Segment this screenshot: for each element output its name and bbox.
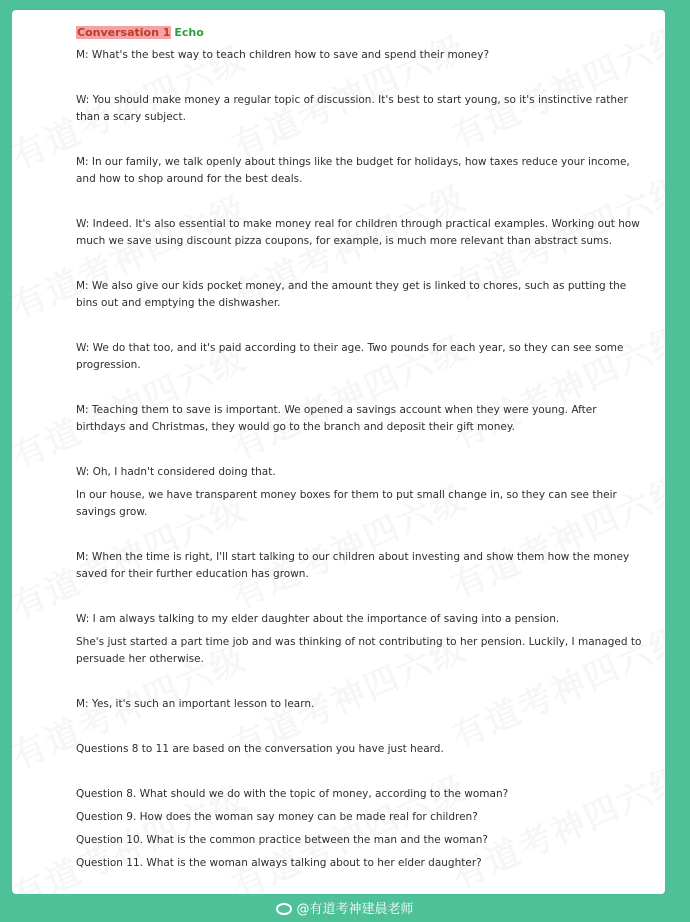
question-item: Question 8. What should we do with the topic of money, according to the woman? (76, 788, 509, 800)
conversation-label: Conversation 1 (77, 26, 171, 39)
footer-credit-text: @有道考神建晨老师 (296, 902, 414, 917)
transcript-line: W: Indeed. It's also essential to make money real for children through practical examples. Working out how much we save using discount pizza coupons, for example, is much more relevant than abstract sums. (76, 218, 640, 247)
transcript (76, 24, 646, 872)
question-item: Question 11. What is the woman always talking about to her elder daughter? (76, 857, 482, 869)
transcript-line: M: We also give our kids pocket money, and the amount they get is linked to chores, such as putting the bins out and emptying the dishwasher. (76, 280, 627, 309)
transcript-line: M: When the time is right, I'll start talking to our children about investing and show them how the money saved for their further education has grown. (76, 551, 630, 580)
footer-credit (0, 898, 690, 917)
document-page (12, 10, 665, 894)
transcript-line: In our house, we have transparent money boxes for them to put small change in, so they can see their savings grow. (76, 489, 617, 518)
transcript-line: M: Teaching them to save is important. We opened a savings account when they were young. After birthdays and Christmas, they would go to the branch and deposit their gift money. (76, 404, 597, 433)
transcript-line: M: What's the best way to teach children how to save and spend their money? (76, 49, 490, 61)
transcript-line: She's just started a part time job and was thinking of not contributing to her pension. Luckily, I managed to persuade her otherwise. (76, 636, 642, 665)
question-item: Question 10. What is the common practice between the man and the woman? (76, 834, 488, 846)
transcript-line: M: In our family, we talk openly about things like the budget for holidays, how taxes reduce your income, and how to shop around for the best deals. (76, 156, 630, 185)
transcript-line: W: You should make money a regular topic of discussion. It's best to start young, so it's instinctive rather than a scary subject. (76, 94, 628, 123)
transcript-line: W: We do that too, and it's paid according to their age. Two pounds for each year, so they can see some progression. (76, 342, 624, 371)
questions-intro: Questions 8 to 11 are based on the conversation you have just heard. (76, 743, 444, 755)
weibo-icon (276, 903, 292, 915)
transcript-line: W: I am always talking to my elder daughter about the importance of saving into a pension. (76, 613, 560, 625)
conversation-heading (76, 24, 646, 41)
transcript-line: W: Oh, I hadn't considered doing that. (76, 466, 276, 478)
question-item: Question 9. How does the woman say money can be made real for children? (76, 811, 478, 823)
echo-tag: Echo (174, 26, 204, 39)
transcript-line: M: Yes, it's such an important lesson to learn. (76, 698, 315, 710)
